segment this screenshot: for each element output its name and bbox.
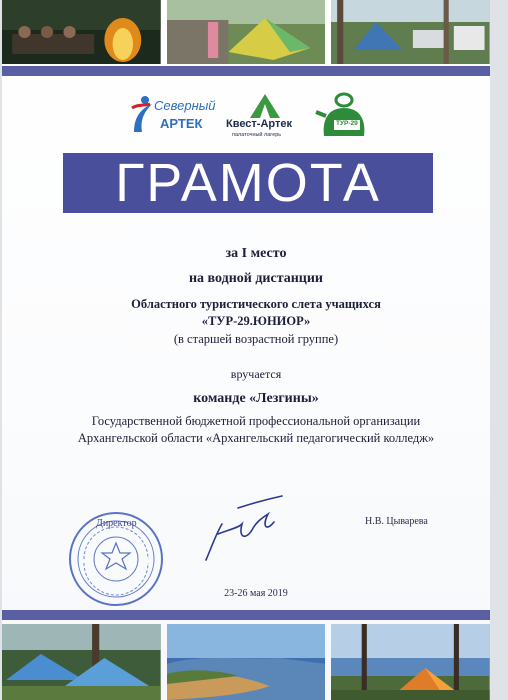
- bottom-band: [2, 610, 490, 620]
- top-band: [2, 66, 490, 76]
- coast-photo: [167, 624, 326, 700]
- campfire-photo: [2, 0, 161, 64]
- kvest-artek-text: Квест-Артек: [226, 118, 292, 130]
- age-group: (в старшей возрастной группе): [173, 332, 339, 346]
- severny-artek-logo: [130, 92, 218, 140]
- kvest-artek-logo: [224, 92, 306, 140]
- tur29-logo: [312, 92, 368, 140]
- severny-text: Северный: [154, 98, 216, 113]
- director-label: Директор: [96, 518, 137, 529]
- artek-text: АРТЕК: [160, 116, 203, 131]
- kettle-icon: [312, 92, 368, 138]
- forest-tents-photo: [2, 624, 161, 700]
- organization-line-1: Государственной бюджетной профессиональной организации: [91, 414, 421, 428]
- artek-figure-icon: [130, 94, 154, 134]
- presented-label: вручается: [230, 367, 282, 381]
- top-photo-strip: [2, 0, 490, 64]
- bottom-photo-strip: [2, 624, 490, 700]
- award-discipline: на водной дистанции: [188, 271, 324, 286]
- award-place: за I место: [225, 246, 287, 261]
- tent-logo-icon: [250, 94, 280, 118]
- team-name: команде «Лезгины»: [193, 391, 319, 406]
- signer-name: Н.В. Цыварева: [365, 516, 428, 527]
- tent-photo: [167, 0, 326, 64]
- certificate-title: ГРАМОТА: [115, 153, 381, 213]
- lake-tent-photo: [331, 624, 490, 700]
- event-description: Областного туристического слета учащихся: [131, 297, 381, 311]
- tur29-text: ТУР-29: [336, 120, 358, 127]
- campsite-photo: [331, 0, 490, 64]
- event-dates: 23-26 мая 2019: [224, 588, 288, 599]
- certificate-sheet: [2, 0, 490, 700]
- organization-line-2: Архангельской области «Архангельский педагогический колледж»: [77, 431, 435, 445]
- title-banner: [63, 153, 433, 213]
- event-name: «ТУР-29.ЮНИОР»: [201, 314, 311, 328]
- handwritten-signature: [198, 494, 288, 566]
- logos-row: [2, 92, 490, 140]
- camp-caption-text: палаточный лагерь: [232, 132, 282, 138]
